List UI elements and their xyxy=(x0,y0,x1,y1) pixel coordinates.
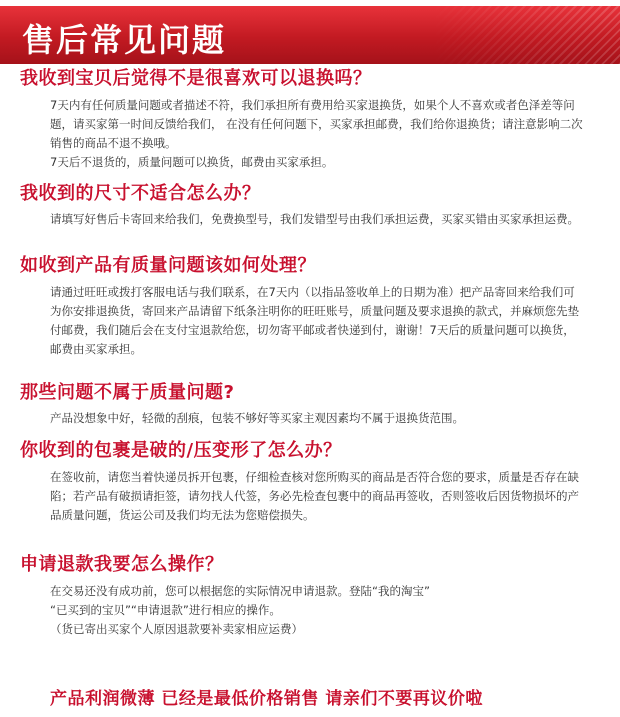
faq-item xyxy=(0,552,620,652)
answer-paragraph: 请通过旺旺或拨打客服电话与我们联系，在7天内（以指品签收单上的日期为准）把产品寄回来给我们可为你安排退换货，寄回来产品请留下纸条注明你的旺旺账号，质量问题及要求退换的款式，并麻烦您先垫付邮费，我们随后会在支付宝退款给您，切勿寄平邮或者快递到付，谢谢！7天后的质量问题可以换货，邮费由买家承担。 xyxy=(50,285,579,356)
answer-paragraph: 在签收前，请您当着快递员拆开包裹，仔细检查核对您所购买的商品是否符合您的要求，质量是否存在缺陷；若产品有破损请拒签，请勿找人代签，务必先检查包裹中的商品再签收，否则签收后因货物损坏的产品质量问题，货运公司及我们均无法为您赔偿损失。 xyxy=(50,470,579,522)
faq-answer xyxy=(0,210,620,229)
answer-paragraph: 在交易还没有成功前，您可以根据您的实际情况申请退款。登陆“我的淘宝” xyxy=(50,584,430,598)
faq-question: 申请退款我要怎么操作？ xyxy=(20,554,224,575)
faq-question: 我收到的尺寸不适合怎么办？ xyxy=(20,183,261,204)
answer-paragraph: 产品没想象中好，轻微的刮痕，包装不够好等买家主观因素均不属于退换货范围。 xyxy=(50,411,464,425)
answer-paragraph: 7天后不退货的，质量问题可以换货，邮费由买家承担。 xyxy=(50,155,334,169)
price-notice: 产品利润微薄 已经是最低价格销售 请亲们不要再议价啦 xyxy=(50,689,483,709)
answer-paragraph: （货已寄出买家个人原因退款要补卖家相应运费） xyxy=(50,622,303,636)
faq-answer xyxy=(0,409,620,428)
header-banner xyxy=(0,6,620,64)
faq-answer xyxy=(0,283,620,359)
faq-answer xyxy=(0,96,620,172)
faq-answer xyxy=(0,582,620,639)
faq-list xyxy=(0,66,620,652)
faq-item xyxy=(0,66,620,181)
faq-item xyxy=(0,181,620,253)
faq-answer xyxy=(0,468,620,525)
faq-question: 那些问题不属于质量问题? xyxy=(20,382,235,403)
answer-paragraph: 7天内有任何质量问题或者描述不符，我们承担所有费用给买家退换货，如果个人不喜欢或者色泽差等问题，请买家第一时间反馈给我们， 在没有任何问题下，买家承担邮费，我们给你退换货；请注意影响二次销售的商品不退不换哦。 xyxy=(50,98,583,150)
faq-question: 你收到的包裹是破的/压变形了怎么办？ xyxy=(20,440,342,461)
answer-paragraph: “已买到的宝贝”“申请退款”进行相应的操作。 xyxy=(50,603,281,617)
faq-item xyxy=(0,380,620,438)
faq-item xyxy=(0,253,620,380)
page-title: 售后常见问题 xyxy=(22,21,227,59)
faq-question: 我收到宝贝后觉得不是很喜欢可以退换吗？ xyxy=(20,68,372,89)
answer-paragraph: 请填写好售后卡寄回来给我们，免费换型号，我们发错型号由我们承担运费，买家买错由买家承担运费。 xyxy=(50,212,579,226)
faq-question: 如收到产品有质量问题该如何处理？ xyxy=(20,255,316,276)
faq-item xyxy=(0,438,620,552)
